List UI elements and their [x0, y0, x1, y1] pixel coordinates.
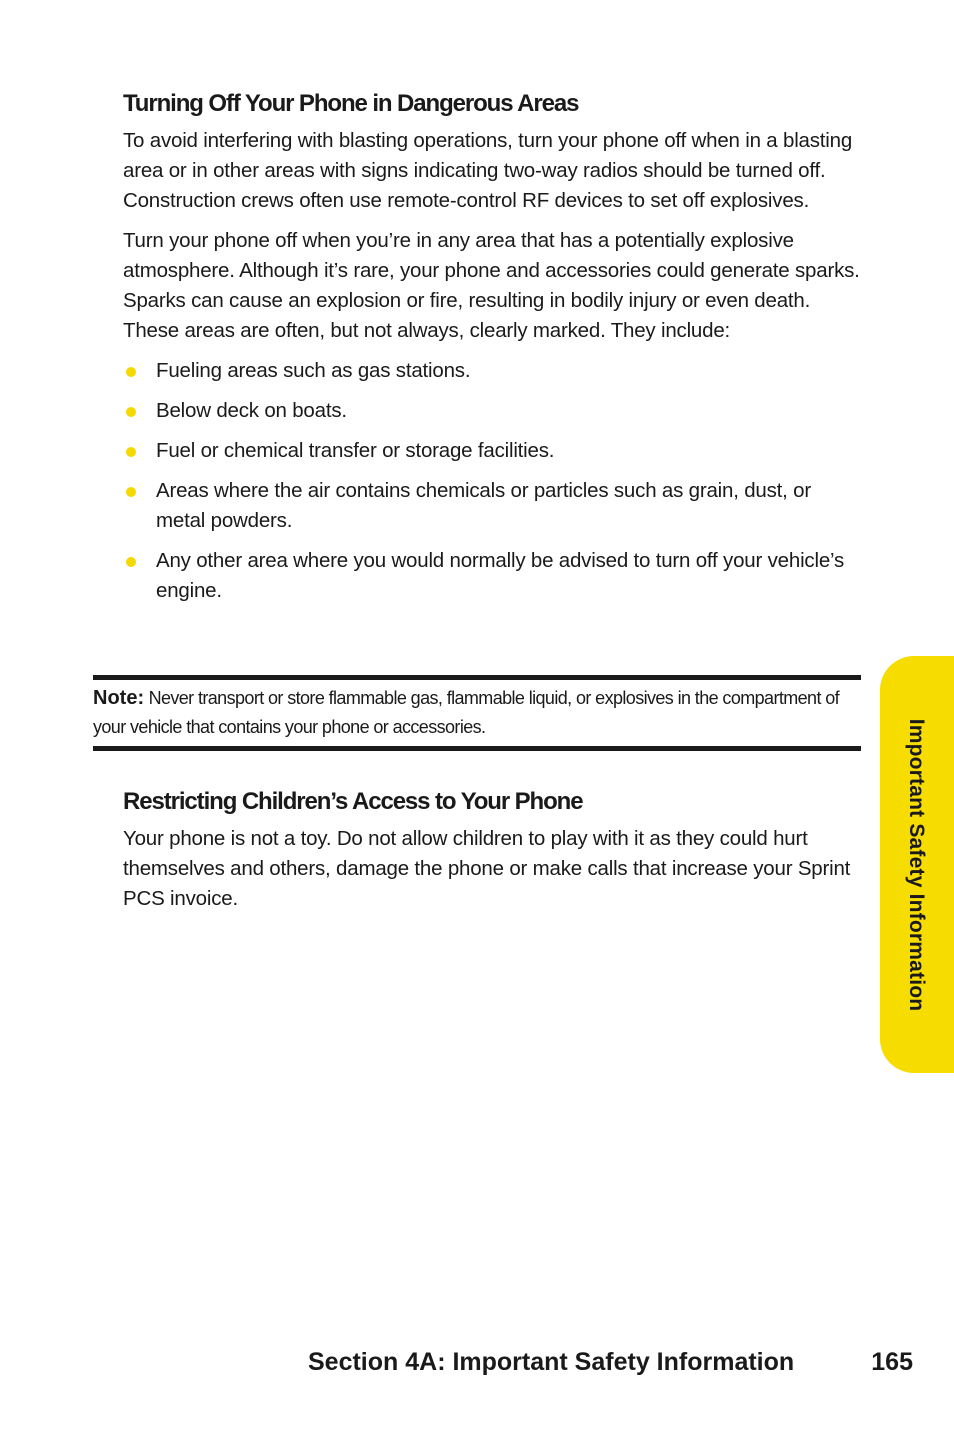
footer-section-title: Section 4A: Important Safety Information — [308, 1348, 795, 1376]
bullet-icon — [126, 487, 136, 497]
chapter-side-tab — [880, 656, 954, 1073]
section-children-access — [123, 784, 863, 924]
list-item — [123, 396, 863, 426]
section-heading: Restricting Children’s Access to Your Phone — [123, 788, 583, 815]
section-dangerous-areas — [123, 86, 863, 616]
bullet-icon — [126, 447, 136, 457]
section-heading: Turning Off Your Phone in Dangerous Areas — [123, 90, 579, 117]
list-item — [123, 356, 863, 386]
list-item-text: Any other area where you would normally be advised to turn off your vehicle’s engine. — [156, 549, 845, 602]
bullet-icon — [126, 407, 136, 417]
bullet-list — [123, 356, 863, 606]
body-paragraph: To avoid interfering with blasting operations, turn your phone off when in a blasting area or in other areas with signs indicating two-way radios should be turned off. Construction crews often use remote-control RF devices to set off explosives. — [123, 129, 853, 212]
list-item-text: Fuel or chemical transfer or storage facilities. — [156, 439, 555, 462]
list-item-text: Below deck on boats. — [156, 399, 347, 422]
list-item — [123, 476, 863, 536]
bullet-icon — [126, 557, 136, 567]
list-item-text: Fueling areas such as gas stations. — [156, 359, 471, 382]
bullet-icon — [126, 367, 136, 377]
page-footer — [308, 1348, 913, 1384]
note-label: Note: — [93, 687, 145, 709]
note-box — [93, 675, 861, 751]
side-tab-label: Important Safety Information — [905, 718, 928, 1011]
body-paragraph: Turn your phone off when you’re in any area that has a potentially explosive atmosphere. Although it’s rare, your phone and accessories could generate sparks. Sparks can cause an explosion or fire, resulting in bodily injury or even death. These areas are often, but not always, clearly marked. They include: — [123, 229, 860, 342]
page-number: 165 — [871, 1348, 913, 1376]
body-paragraph: Your phone is not a toy. Do not allow children to play with it as they could hurt themselves and others, damage the phone or make calls that increase your Sprint PCS invoice. — [123, 827, 851, 910]
note-text: Never transport or store flammable gas, flammable liquid, or explosives in the compartment of your vehicle that contains your phone or accessories. — [93, 688, 840, 737]
list-item — [123, 546, 863, 606]
list-item-text: Areas where the air contains chemicals or particles such as grain, dust, or metal powders. — [156, 479, 811, 532]
list-item — [123, 436, 863, 466]
